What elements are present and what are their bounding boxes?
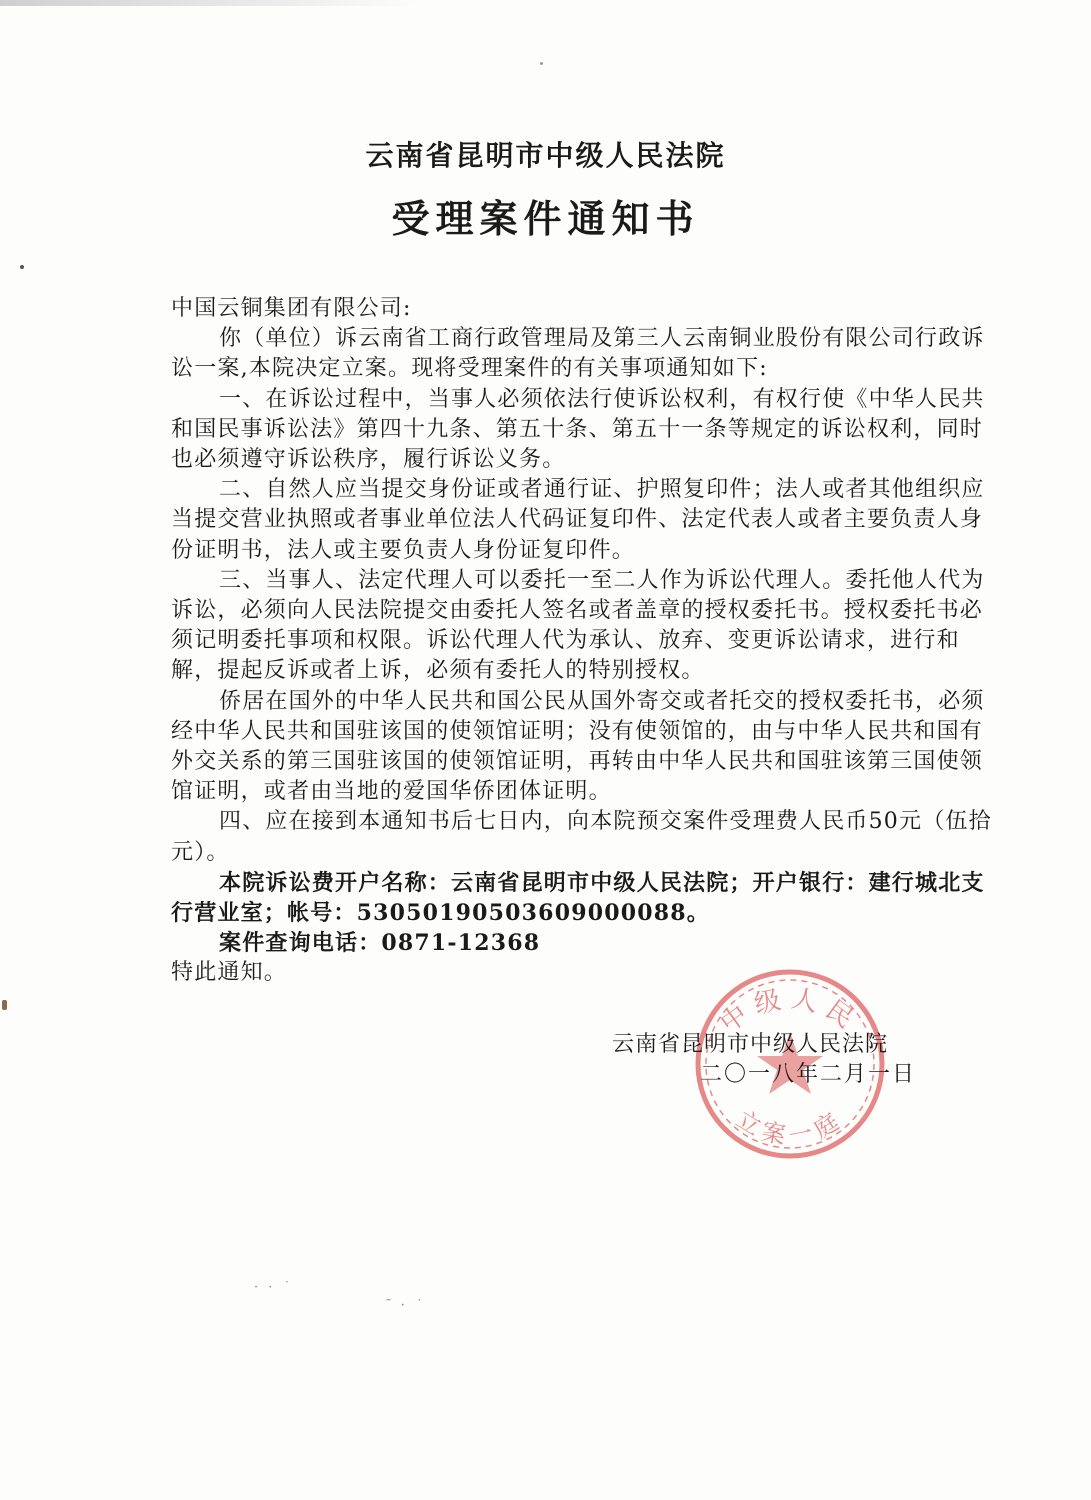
account-info: 本院诉讼费开户名称：云南省昆明市中级人民法院；开户银行：建行城北支行营业室；帐号：53050190503609000088。 — [171, 869, 985, 927]
paragraph-intro: 你（单位）诉云南省工商行政管理局及第三人云南铜业股份有限公司行政诉讼一案,本院决定立案。现将受理案件的有关事项通知如下: — [171, 326, 985, 382]
scan-speck — [2, 1000, 7, 1010]
scan-speck — [20, 265, 24, 269]
paragraph-overseas: 侨居在国外的中华人民共和国公民从国外寄交或者托交的授权委托书，必须经中华人民共和国驻该国的使领馆证明；没有使领馆的，由与中华人民共和国有外交关系的第三国驻该国的使领馆证明，再转由中华人民共和国驻该第三国使领馆证明，或者由当地的爱国华侨团体证明。 — [171, 688, 985, 805]
scan-mark: ˜ · ˙ — [384, 1298, 425, 1313]
signing-court: 云南省昆明市中级人民法院 — [612, 1032, 889, 1057]
paragraph-fee: 四、应在接到本通知书后七日内，向本院预交案件受理费人民币50元（伍拾元）。 — [171, 809, 992, 865]
scan-edge — [0, 0, 420, 6]
scan-speck — [540, 62, 543, 65]
paragraph-identity: 二、自然人应当提交身份证或者通行证、护照复印件；法人或者其他组织应当提交营业执照或者事业单位法人代码证复印件、法定代表人或者主要负责人身份证明书，法人或主要负责人身份证复印件。 — [171, 477, 985, 563]
scan-mark: · · ˙ — [254, 1280, 293, 1295]
court-name-heading: 云南省昆明市中级人民法院 — [365, 139, 726, 172]
seal-top-text: 中级人民 — [714, 983, 866, 1040]
paragraph-agents: 三、当事人、法定代理人可以委托一至二人作为诉讼代理人。委托他人代为诉讼，必须向人民法院提交由委托人签名或者盖章的授权委托书。授权委托书必须记明委托事项和权限。诉讼代理人代为承认、放弃、变更诉讼请求，进行和解，提起反诉或者上诉，必须有委托人的特别授权。 — [171, 567, 985, 684]
closing-line: 特此通知。 — [171, 960, 288, 986]
notice-body — [171, 294, 1001, 989]
addressee: 中国云铜集团有限公司: — [171, 296, 412, 321]
inquiry-phone: 案件查询电话：0871-12368 — [219, 930, 541, 957]
signing-date: 二〇一八年二月一日 — [700, 1062, 917, 1087]
document-title: 受理案件通知书 — [391, 196, 700, 241]
paragraph-rights: 一、在诉讼过程中，当事人必须依法行使诉讼权利，有权行使《中华人民共和国民事诉讼法》第四十九条、第五十条、第五十一条等规定的诉讼权利，同时也必须遵守诉讼秩序，履行诉讼义务。 — [171, 386, 985, 473]
seal-bottom-text: 立案一庭 — [731, 1104, 849, 1151]
